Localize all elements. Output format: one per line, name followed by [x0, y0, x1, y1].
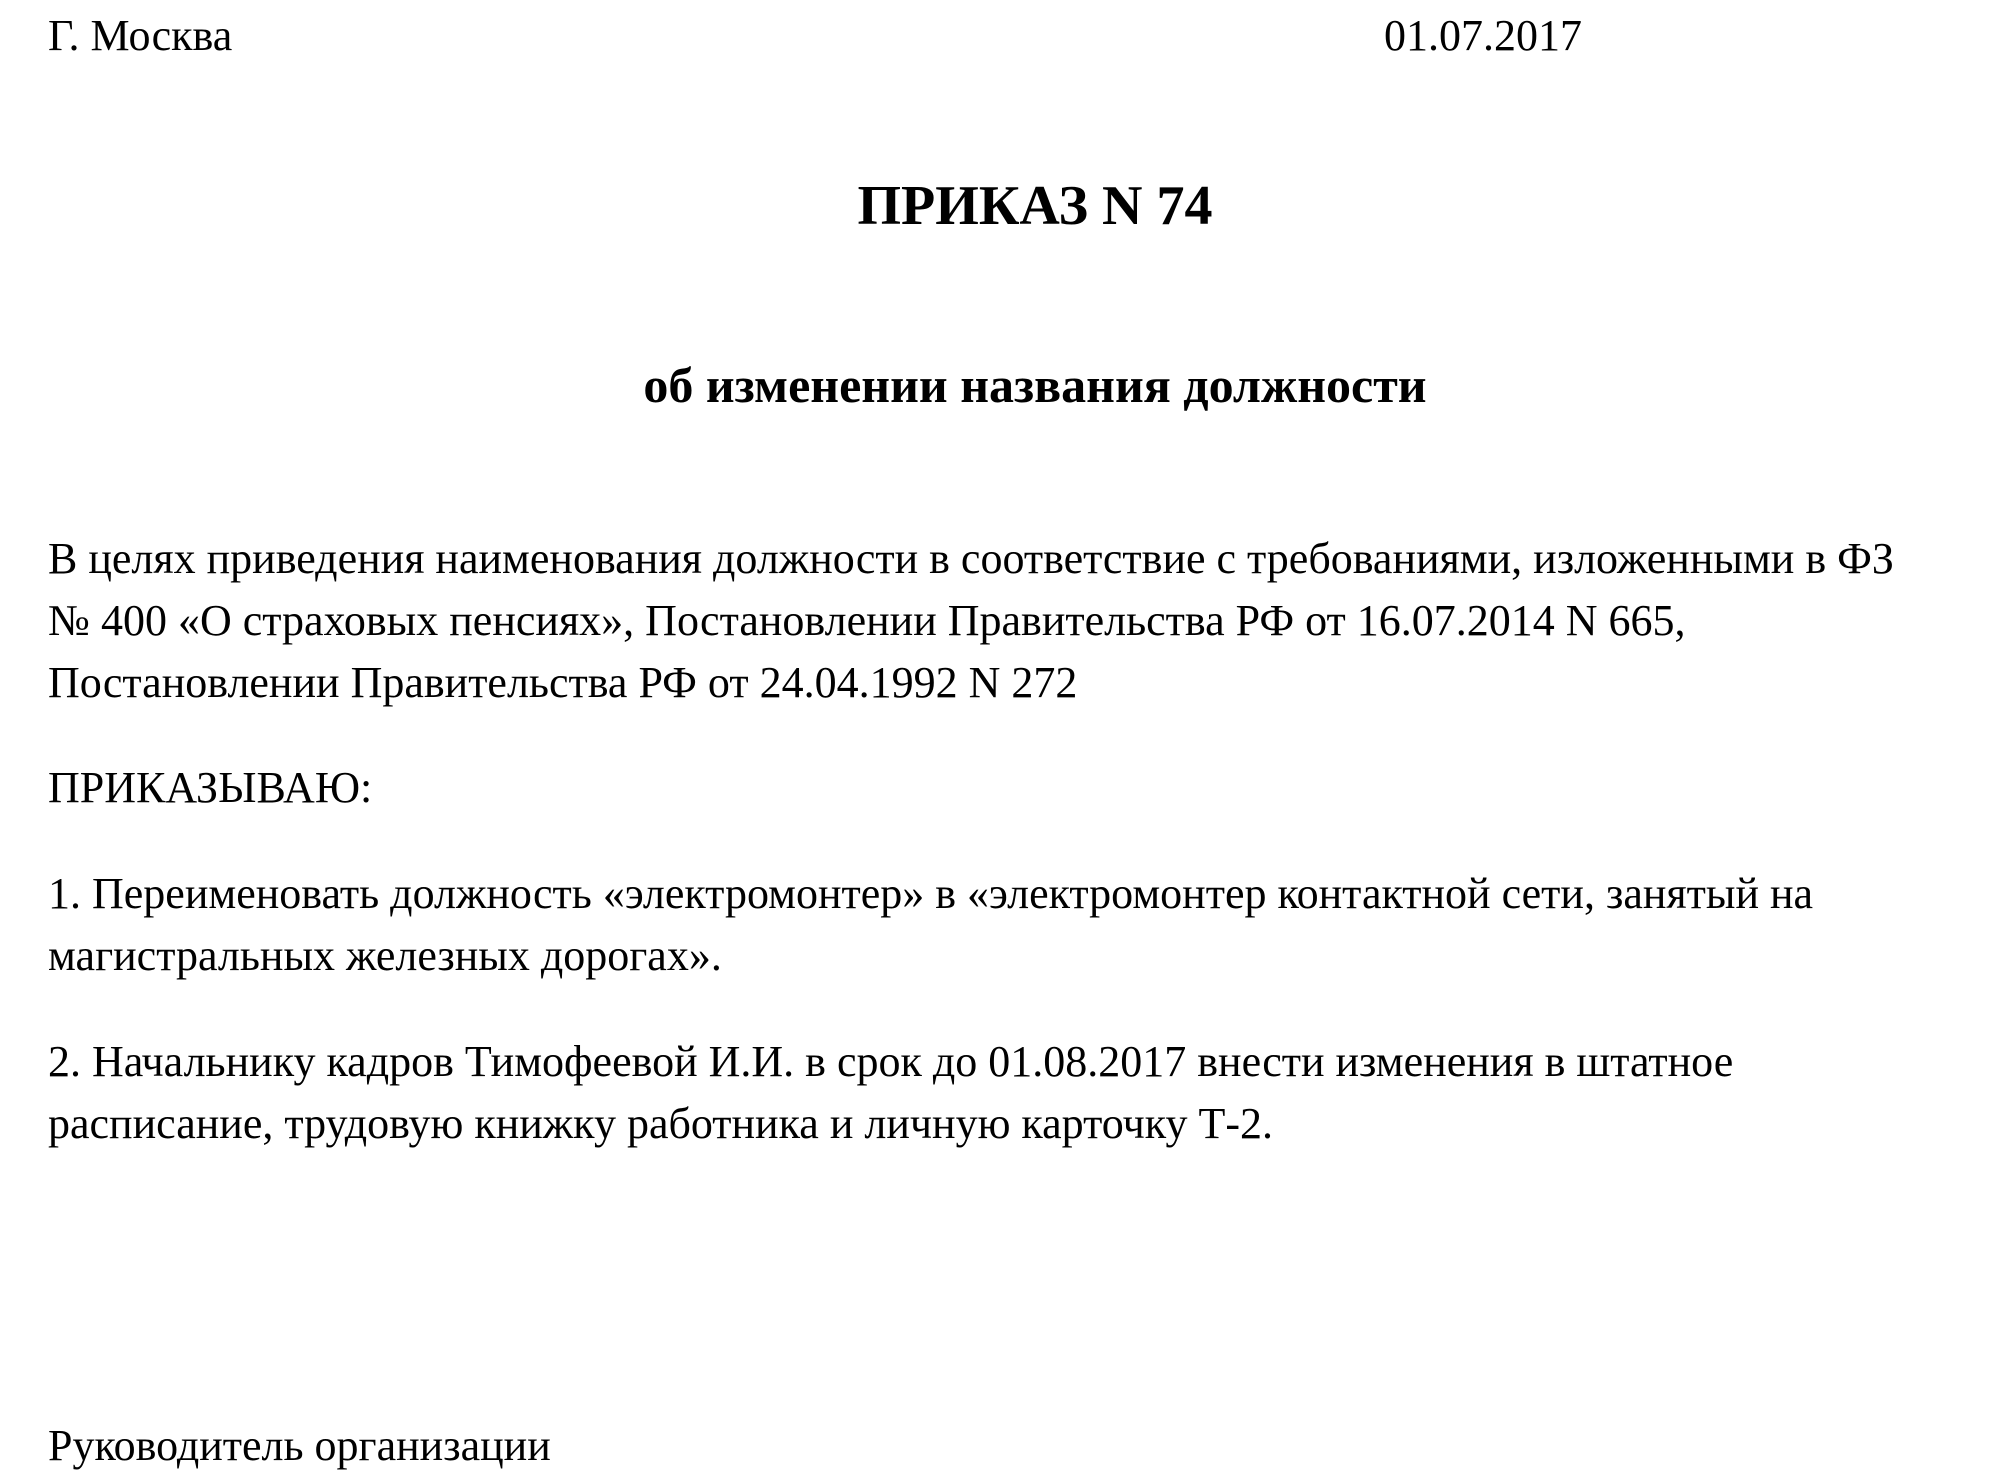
- preamble-paragraph: [48, 528, 1894, 714]
- order-item-line: 2. Начальнику кадров Тимофеевой И.И. в срок до 01.08.2017 внести изменения в штатное: [48, 1037, 1734, 1086]
- preamble-line: № 400 «О страховых пенсиях», Постановлении Правительства РФ от 16.07.2014 N 665,: [48, 596, 1686, 645]
- order-item-line: магистральных железных дорогах».: [48, 931, 722, 980]
- order-item-line: расписание, трудовую книжку работника и личную карточку Т-2.: [48, 1099, 1274, 1148]
- city: Г. Москва: [48, 11, 233, 60]
- preamble-line: В целях приведения наименования должности в соответствие с требованиями, изложенными в ФЗ: [48, 534, 1894, 583]
- order-item: [48, 1031, 1733, 1155]
- preamble-line: Постановлении Правительства РФ от 24.04.1992 N 272: [48, 658, 1078, 707]
- order-item-line: 1. Переименовать должность «электромонтер» в «электромонтер контактной сети, занятый на: [48, 869, 1814, 918]
- order-subtitle: об изменении названия должности: [643, 357, 1427, 413]
- document-date: 01.07.2017: [1384, 11, 1582, 60]
- signature-label: Руководитель организации: [48, 1421, 551, 1470]
- directive-heading: ПРИКАЗЫВАЮ:: [48, 763, 373, 812]
- order-title: ПРИКАЗ N 74: [857, 175, 1213, 237]
- order-item: [48, 863, 1813, 987]
